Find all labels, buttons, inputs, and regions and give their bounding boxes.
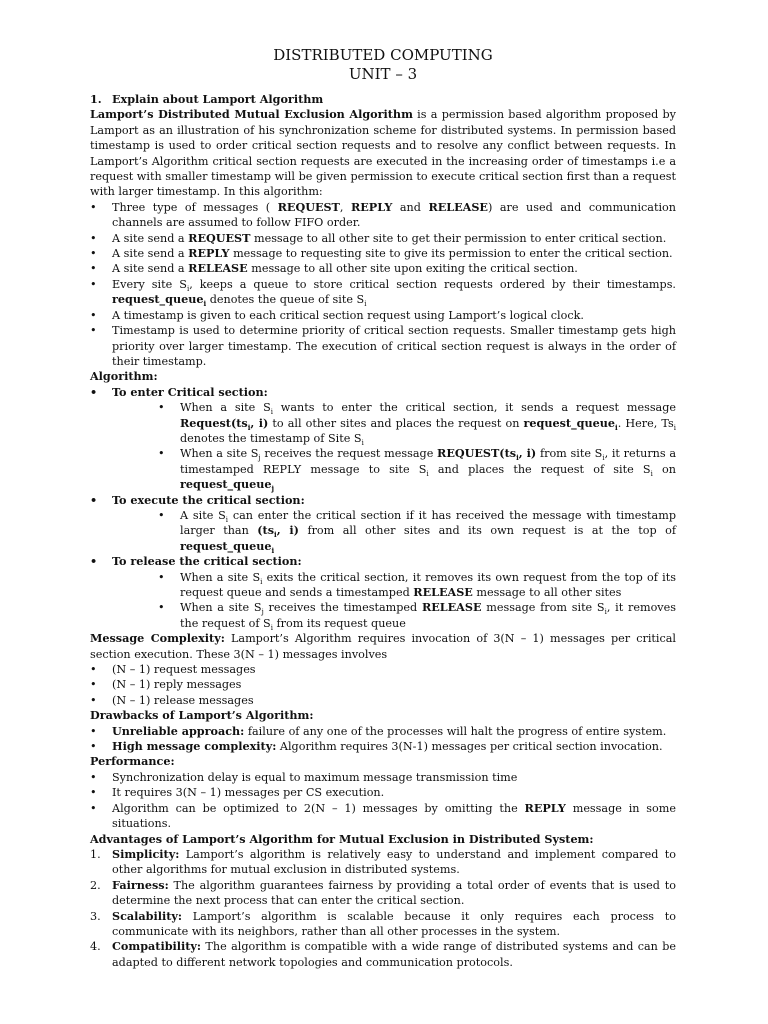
list-item: • Three type of messages ( REQUEST, REPLY and RELEASE) are used and communication channels are assumed to follow FIFO order. (90, 200, 676, 231)
advantages-heading: Advantages of Lamport’s Algorithm for Mutual Exclusion in Distributed System: (90, 831, 594, 846)
document-page (90, 46, 676, 970)
performance-list (90, 770, 676, 832)
intro-paragraph: Lamport’s Distributed Mutual Exclusion Algorithm is a permission based algorithm proposed by Lamport as an illustration of his synchronization scheme for distributed systems. In permission based timestamp is used to order critical section requests and to resolve any conflict between requests. In Lamport’s Algorithm critical section requests are executed in the increasing order of timestamps i.e a request with smaller timestamp will be given permission to execute critical section first than a request with larger timestamp. In this algorithm: (90, 107, 676, 199)
list-item: • When a site $S_j$ receives the request message $REQUEST(ts_i$, i) from site $S_i$, it returns a timestamped REPLY message to site $S_i$ and places the request of site $S_i$ on request_queue$_j$ (90, 446, 676, 492)
list-item: • A site $S_i$ can enter the critical section if it has received the message with timestamp larger than ($ts_i$, i) from all other sites and its own request is at the top of request_queue$_i$ (90, 508, 676, 554)
list-item: • Synchronization delay is equal to maximum message transmission time (90, 770, 676, 785)
question-heading: 1. Explain about Lamport Algorithm (90, 92, 324, 106)
list-item: • A site send a RELEASE message to all other site upon exiting the critical section. (90, 261, 676, 276)
complexity-list (90, 662, 676, 708)
list-item: • When a site $S_i$ wants to enter the critical section, it sends a request message $Request(ts_i$, i) to all other sites and places the request on request_queue$_i$. Here, $Ts_i$ denotes the timestamp of Site $S_i$ (90, 400, 676, 446)
rules-list (90, 200, 676, 369)
list-item: • Unreliable approach: failure of any one of the processes will halt the progress of entire system. (90, 724, 676, 739)
complexity-paragraph: Message Complexity: Lamport’s Algorithm requires invocation of 3(N – 1) messages per critical section execution. These 3(N – 1) messages involves (90, 631, 677, 661)
list-item: 3. Scalability: Lamport’s algorithm is scalable because it only requires each process to communicate with its neighbors, rather than all other processes in the system. (90, 908, 676, 938)
release-heading: • To release the critical section: (90, 554, 676, 569)
list-item: • (N – 1) reply messages (90, 677, 676, 692)
list-item: • It requires 3(N – 1) messages per CS execution. (90, 785, 676, 800)
advantages-list (90, 847, 676, 970)
list-item: • A timestamp is given to each critical section request using Lamport’s logical clock. (90, 308, 676, 323)
list-item: • A site send a REQUEST message to all other site to get their permission to enter critical section. (90, 231, 676, 246)
drawbacks-list (90, 724, 676, 755)
algorithm-steps (90, 385, 676, 632)
list-item: • When a site $S_j$ receives the timestamped RELEASE message from site $S_i$, it removes the request of $S_i$ from its request queue (90, 600, 676, 631)
list-item: 2. Fairness: The algorithm guarantees fairness by providing a total order of events that is used to determine the next process that can enter the critical section. (90, 877, 676, 908)
list-item: • Timestamp is used to determine priority of critical section requests. Smaller timestamp gets high priority over larger timestamp. The execution of critical section request is always in the order of their timestamp. (90, 323, 676, 369)
performance-heading: Performance: (90, 754, 175, 769)
list-item: 4. Compatibility: The algorithm is compatible with a wide range of distributed systems and can be adapted to different network topologies and communication protocols. (90, 939, 676, 969)
enter-heading: • To enter Critical section: (90, 385, 676, 400)
list-item: • (N – 1) request messages (90, 662, 676, 677)
list-item: • A site send a REPLY message to requesting site to give its permission to enter the critical section. (90, 246, 676, 261)
list-item: • When a site $S_i$ exits the critical section, it removes its own request from the top of its request queue and sends a timestamped RELEASE message to all other sites (90, 570, 676, 601)
execute-heading: • To execute the critical section: (90, 493, 676, 508)
list-item: • High message complexity: Algorithm requires 3(N-1) messages per critical section invocation. (90, 739, 676, 754)
document-title: DISTRIBUTED COMPUTING UNIT – 3 (273, 46, 493, 83)
drawbacks-heading: Drawbacks of Lamport’s Algorithm: (90, 708, 314, 723)
algorithm-heading: Algorithm: (90, 369, 158, 384)
list-item: 1. Simplicity: Lamport’s algorithm is relatively easy to understand and implement compared to other algorithms for mutual exclusion in distributed systems. (90, 846, 676, 877)
list-item: • Every site $S_i$, keeps a queue to store critical section requests ordered by their timestamps. request_queue$_i$ denotes the queue of site $S_i$ (90, 277, 676, 308)
list-item: • (N – 1) release messages (90, 693, 676, 708)
list-item: • Algorithm can be optimized to 2(N – 1) messages by omitting the REPLY message in some situations. (90, 801, 676, 832)
